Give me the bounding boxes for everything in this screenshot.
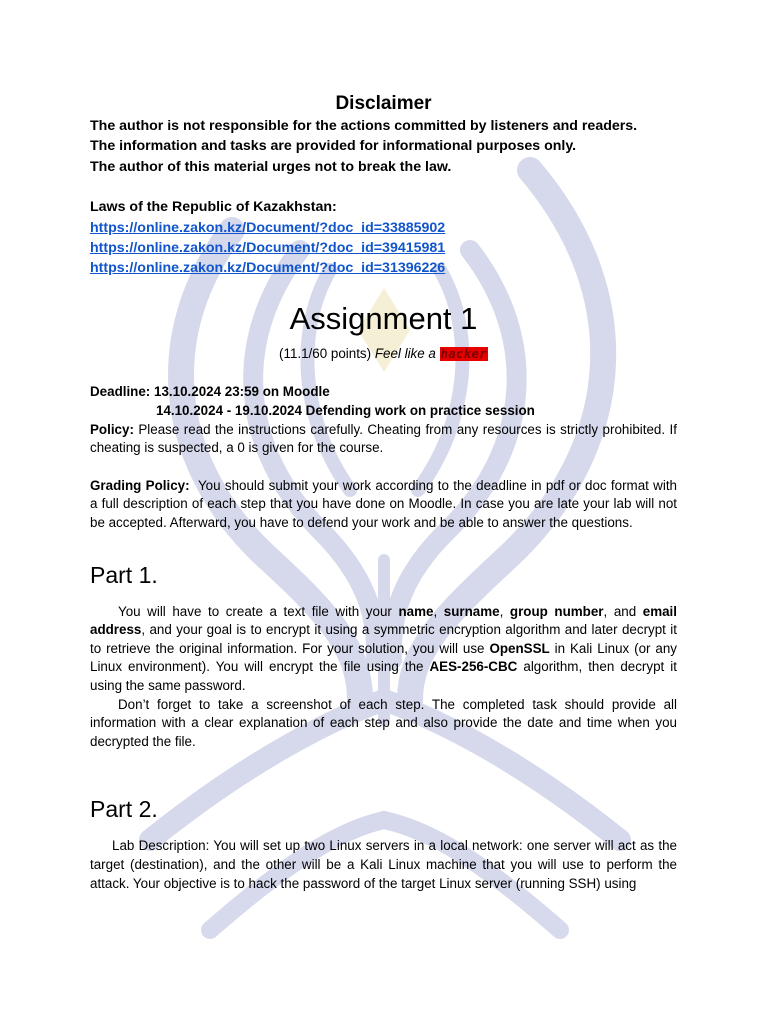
part2-paragraph-1: Lab Description: You will set up two Linux servers in a local network: one server will act as the target (destination), and the other will be a Kali Linux machine that you will use to perform the attack. Your objective is to hack the password of the target Linux server (running SSH) using (90, 838, 677, 891)
part1-text-c3: , and (603, 603, 643, 619)
part1-text-c1: , (433, 603, 444, 619)
assignment-title: Assignment 1 (289, 300, 478, 336)
disclaimer-line-1: The author is not responsible for the actions committed by listeners and readers. (90, 118, 638, 134)
disclaimer-title: Disclaimer (335, 93, 432, 114)
disclaimer-line-3: The author of this material urges not to break the law. (90, 158, 452, 175)
assignment-subtitle (90, 345, 677, 364)
assignment-points: (11.1/60 points) (279, 345, 372, 361)
part1-text-c6: algorithm, then decrypt it using the same password. (90, 659, 677, 693)
laws-heading: Laws of the Republic of Kazakhstan: (90, 199, 337, 216)
law-link-1[interactable]: https://online.zakon.kz/Document/?doc_id=33885902 (90, 219, 446, 236)
disclaimer-line-2: The information and tasks are provided for informational purposes only. (90, 138, 577, 155)
part1-bold-aes: AES-256-CBC (429, 659, 518, 675)
part1-bold-email: email address (90, 603, 677, 638)
law-link-3[interactable]: https://online.zakon.kz/Document/?doc_id=31396226 (90, 260, 446, 277)
grading-label: Grading Policy: (90, 477, 190, 493)
part1-bold-openssl: OpenSSL (489, 640, 550, 656)
part1-bold-surname: surname (443, 603, 500, 619)
part2-title: Part 2. (90, 796, 158, 823)
part1-bold-group: group number (509, 603, 604, 619)
grading-text: You should submit your work according to the deadline in pdf or doc format with a full description of each step that you have done on Moodle. In case you are late your lab will not be accepted. Afterward, you have to defend your work and be able to answer the questions. (90, 477, 677, 530)
policy-text: Please read the instructions carefully. Cheating from any resources is strictly prohibited. If cheating is suspected, a 0 is given for the course. (90, 421, 677, 456)
part1-paragraph-2: Don’t forget to take a screenshot of each step. The completed task should provide all information with a clear explanation of each step and also provide the date and time when you decrypted the file. (90, 696, 677, 749)
part1-text-c4: , and your goal is to encrypt it using a symmetric encryption algorithm and later decrypt it to retrieve the original information. For your solution, you will use (90, 622, 677, 656)
document-page (90, 92, 677, 893)
assignment-tagline: Feel like a (374, 345, 436, 361)
part1-paragraph-1 (90, 603, 677, 696)
deadline-line-1 (90, 383, 677, 402)
part1-text-a: You will have to create a text file with your (118, 603, 399, 619)
part1-text-c5: in Kali Linux (or any Linux environment). You will encrypt the file using the (90, 640, 677, 675)
policy-paragraph (90, 421, 677, 458)
part1-text-c2: , (499, 603, 510, 619)
deadline-label: Deadline: (90, 384, 151, 400)
deadline-line-2: 14.10.2024 - 19.10.2024 Defending work on practice session (156, 403, 535, 419)
hacker-badge: hacker (440, 346, 487, 361)
law-link-2[interactable]: https://online.zakon.kz/Document/?doc_id=39415981 (90, 240, 446, 257)
part1-bold-name: name (398, 603, 434, 619)
deadline-date: 13.10.2024 23:59 on Moodle (154, 384, 330, 400)
policy-label: Policy: (90, 421, 134, 437)
part1-title: Part 1. (90, 561, 158, 588)
grading-paragraph (90, 477, 677, 533)
